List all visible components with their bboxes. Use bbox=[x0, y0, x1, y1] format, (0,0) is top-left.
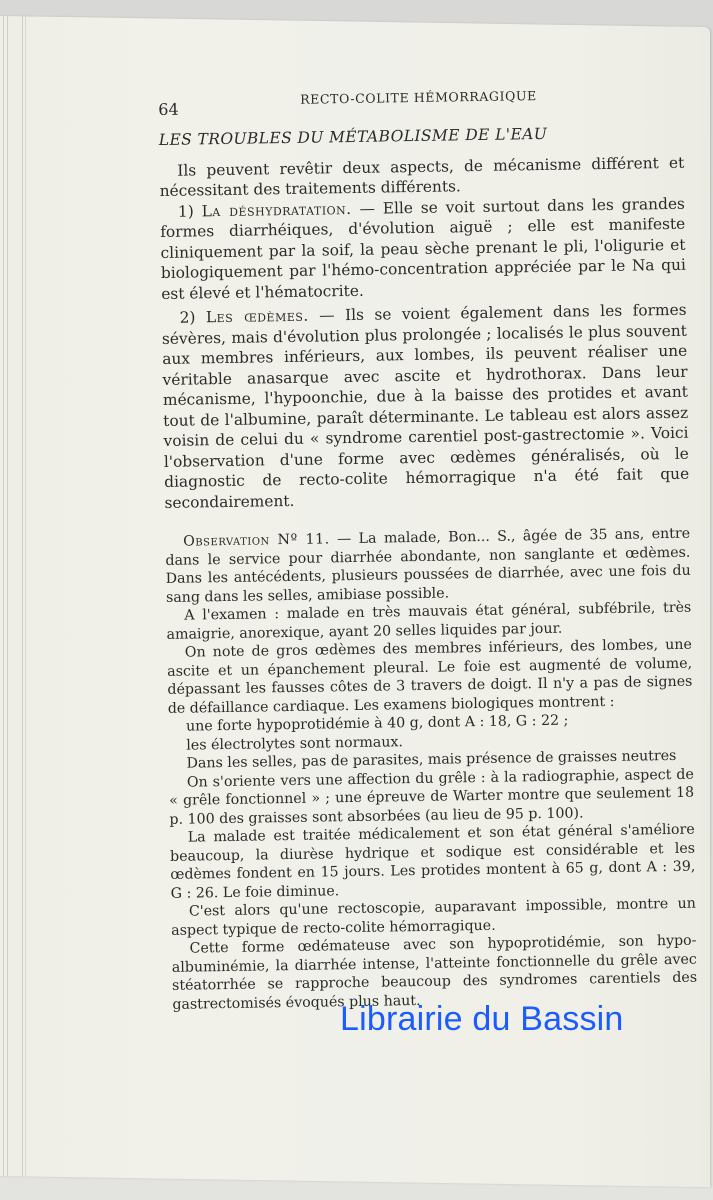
observation-paragraph: Cette forme œdémateuse avec son hypoprotidémie, son hypo-albuminémie, la diarrhée intense, l'atteinte fonctionnelle du grêle avec stéatorrhée se rapproche beaucoup des syndromes carentiels des gastrectomisés évoqués plus haut. bbox=[171, 932, 698, 1013]
running-head bbox=[158, 80, 683, 122]
item-text: — Elle se voit surtout dans les grandes formes diarrhéiques, d'évolution aiguë ; elle est manifeste cliniquement par la soif, la peau sèche prenant le pli, l'oligurie et biologiquement par l'hémo-concentration appréciée par le Na qui est élevé et l'hématocrite. bbox=[160, 194, 686, 303]
page-edge-line bbox=[7, 16, 8, 1176]
section-title: LES TROUBLES DU MÉTABOLISME DE L'EAU bbox=[158, 124, 548, 149]
running-title: RECTO-COLITE HÉMORRAGIQUE bbox=[300, 88, 537, 107]
observation-paragraph: On note de gros œdèmes des membres inférieurs, des lombes, une ascite et un épanchement pleural. Le foie est augmenté de volume, dépassant les fausses côtes de 3 travers de doigt. Il n'y a pas de signes de défaillance cardiaque. Les examens biologiques montrent : bbox=[167, 636, 693, 717]
item-text: — Ils se voient également dans les formes sévères, mais d'évolution plus prolongée ; localisés le plus souvent aux membres inférieurs, aux lombes, ils peuvent réaliser une véritable anasarque avec ascite et hydrothorax. Dans leur mécanisme, l'hypoonchie, due à la baisse des protides et avant tout de l'albumine, paraît déterminante. Le tableau est alors assez voisin de celui du « syndrome carentiel post-gastrectomie ». Voici l'observation d'une forme avec œdèmes généralisés, où le diagnostic de recto-colite hémorragique n'a été fait que secondairement. bbox=[161, 300, 690, 512]
observation-paragraph: On s'oriente vers une affection du grêle : à la radiographie, aspect de « grêle fonctionnel » ; une épreuve de Warter montre que seulement 18 p. 100 des graisses sont absorbées (au lieu de 95 p. 100). bbox=[169, 766, 695, 828]
item-paragraph-oedemes bbox=[161, 300, 689, 513]
page-edge-line bbox=[25, 16, 26, 1176]
observation-opening bbox=[165, 525, 691, 607]
page-number: 64 bbox=[158, 99, 179, 119]
item-number: 1) bbox=[177, 201, 194, 221]
observation-list-item: une forte hypoprotidémie à 40 g, dont A : 18, G : 22 ; bbox=[185, 712, 569, 735]
intro-paragraph: Ils peuvent revêtir deux aspects, de mécanisme différent et nécessitant des traitements différents. bbox=[159, 153, 685, 200]
observation-paragraph: La malade est traitée médicalement et son état général s'améliore beaucoup, la diurèse hydrique et sodique est considérable et les œdèmes fondent en 15 jours. Les protides montent à 65 g, dont A : 39, G : 26. Le foie diminue. bbox=[169, 821, 696, 902]
item-number: 2) bbox=[179, 308, 196, 327]
item-label: La déshydratation. bbox=[201, 199, 352, 220]
observation-label: Observation Nº 11. bbox=[183, 531, 330, 550]
page-edge-line bbox=[22, 16, 23, 1176]
item-label: Les œdèmes. bbox=[205, 306, 309, 327]
page-edge-line bbox=[3, 16, 4, 1176]
observation-paragraph: A l'examen : malade en très mauvais état général, subfébrile, très amaigrie, anorexique, ayant 20 selles liquides par jour. bbox=[166, 599, 692, 643]
page-text-block bbox=[158, 80, 697, 1014]
observation-paragraph: Dans les selles, pas de parasites, mais présence de graisses neutres bbox=[186, 747, 677, 772]
observation-list-item: les électrolytes sont normaux. bbox=[186, 733, 404, 754]
observation-opening-text: — La malade, Bon... S., âgée de 35 ans, entre dans le service pour diarrhée abondante, non sanglante et œdèmes. Dans les antécédents, plusieurs poussées de diarrhée, avec une fois du sang dans les selles, amibiase possible. bbox=[165, 525, 691, 606]
observation-paragraph: C'est alors qu'une rectoscopie, auparavant impossible, montre un aspect typique de recto-colite hémorragique. bbox=[171, 895, 697, 939]
observation-block bbox=[165, 525, 697, 1014]
watermark-text: Librairie du Bassin bbox=[340, 1000, 624, 1038]
item-paragraph-dehydration bbox=[160, 193, 687, 304]
